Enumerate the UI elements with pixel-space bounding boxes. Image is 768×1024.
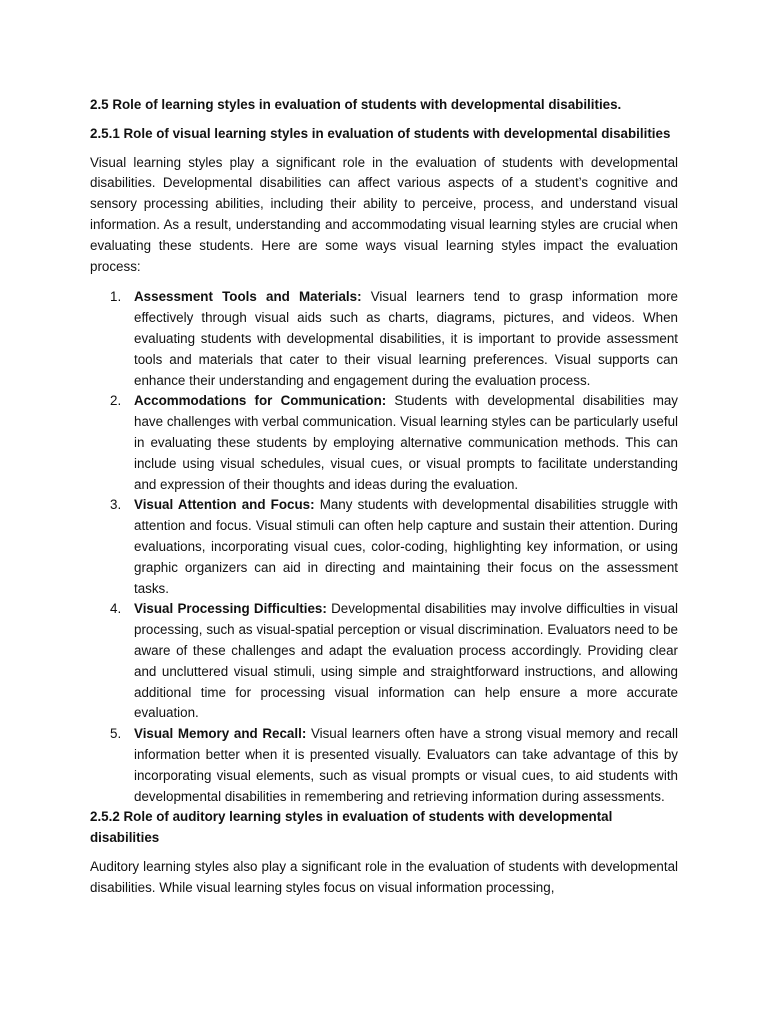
section-heading-2-5-2: 2.5.2 Role of auditory learning styles in evaluation of students with developmental disabilities bbox=[90, 809, 613, 846]
list-item-term: Visual Memory and Recall: bbox=[134, 726, 307, 742]
list-item-text: Visual learners often have a strong visual memory and recall information better when it is presented visually. Evaluators can take advantage of this by incorporating visual elements, such as visual prompts or visual cues, to aid students with developmental disabilities in remembering and retrieving information during assessments. bbox=[134, 726, 678, 804]
list-item-number: 2. bbox=[110, 393, 122, 409]
visual-styles-list bbox=[90, 287, 678, 807]
list-item-text: Visual learners tend to grasp information more effectively through visual aids such as charts, diagrams, pictures, and videos. When evaluating students with developmental disabilities, it is important to provide assessment tools and materials that cater to their visual learning preferences. Visual supports can enhance their understanding and engagement during the evaluation process. bbox=[134, 289, 679, 388]
list-item-term: Assessment Tools and Materials: bbox=[134, 289, 362, 305]
list-item-text: Developmental disabilities may involve difficulties in visual processing, such as visual-spatial perception or visual discrimination. Evaluators need to be aware of these challenges and adapt the evaluation process accordingly. Providing clear and uncluttered visual stimuli, using simple and straightforward instructions, and allowing additional time for processing visual information can help ensure a more accurate evaluation. bbox=[134, 601, 678, 721]
list-item-text: Many students with developmental disabilities struggle with attention and focus. Visual stimuli can often help capture and sustain their attention. During evaluations, incorporating visual cues, color-coding, highlighting key information, or using graphic organizers can aid in directing and maintaining their focus on the assessment tasks. bbox=[134, 497, 678, 596]
list-item bbox=[90, 599, 678, 724]
list-item-term: Accommodations for Communication: bbox=[134, 393, 387, 409]
list-item-text: Students with developmental disabilities may have challenges with verbal communication. Visual learning styles can be particularly useful in evaluating these students by employing alternative communication methods. This can include using visual schedules, visual cues, or visual prompts to facilitate understanding and expression of their thoughts and ideas during the evaluation. bbox=[134, 393, 678, 492]
list-item-term: Visual Attention and Focus: bbox=[134, 497, 315, 513]
list-item bbox=[90, 724, 678, 807]
list-item-number: 3. bbox=[110, 497, 122, 513]
auditory-styles-intro-paragraph: Auditory learning styles also play a significant role in the evaluation of students with developmental disabilities. While visual learning styles focus on visual information processing, bbox=[90, 858, 678, 895]
list-item-number: 1. bbox=[110, 289, 122, 305]
list-item bbox=[90, 287, 678, 391]
list-item bbox=[90, 495, 678, 599]
list-item bbox=[90, 391, 678, 495]
list-item-number: 5. bbox=[110, 726, 122, 742]
visual-styles-intro-paragraph: Visual learning styles play a significant role in the evaluation of students with developmental disabilities. Developmental disabilities can affect various aspects of a student’s cognitive and sensory processing abilities, including their ability to perceive, process, and understand visual information. As a result, understanding and accommodating visual learning styles are crucial when evaluating these students. Here are some ways visual learning styles impact the evaluation process: bbox=[90, 154, 678, 274]
section-heading-2-5: 2.5 Role of learning styles in evaluation of students with developmental disabilities. bbox=[90, 97, 622, 112]
document-body bbox=[90, 95, 678, 908]
list-item-term: Visual Processing Difficulties: bbox=[134, 601, 327, 617]
section-heading-2-5-1: 2.5.1 Role of visual learning styles in evaluation of students with developmental disabilities bbox=[90, 125, 671, 141]
list-item-number: 4. bbox=[110, 601, 122, 617]
